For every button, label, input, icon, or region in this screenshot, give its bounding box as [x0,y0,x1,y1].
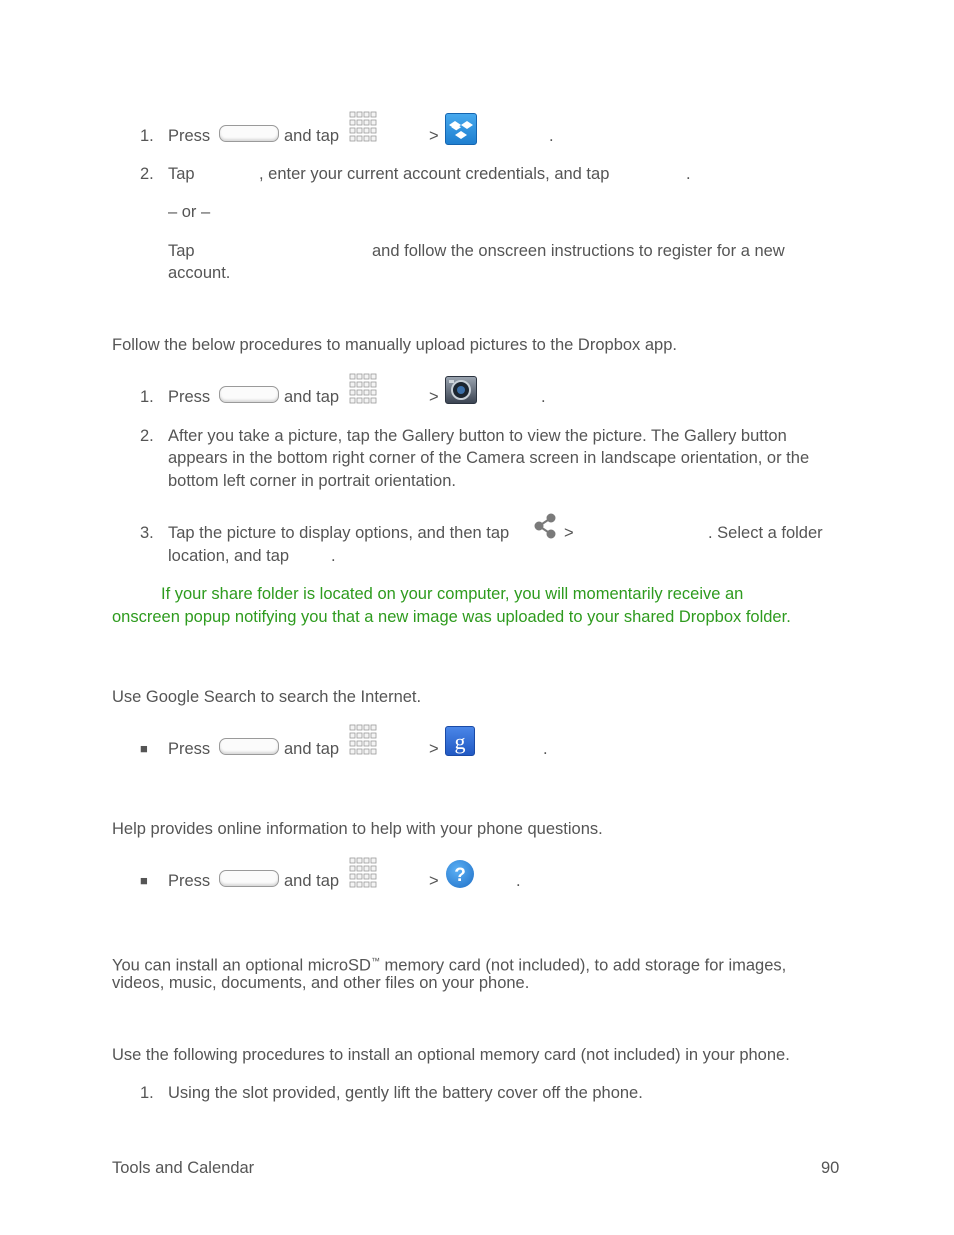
step-text: > [429,872,439,890]
step-text: bottom left corner in portrait orientation. [168,472,456,490]
step-text: Press [168,872,211,890]
step-number: 1. [140,388,154,406]
step-text: . [541,388,546,406]
svg-text:g: g [454,729,466,754]
step-text: . Select a folder [708,524,823,542]
step-text: After you take a picture, tap the Gallery button to view the picture. The Gallery button [168,427,787,445]
step-number: 2. [140,165,154,183]
section-intro: Help provides online information to help with your phone questions. [112,820,603,838]
step-text: Press [168,740,211,758]
apps-grid-icon [349,373,377,405]
step-text: and tap [284,740,340,758]
note-text: onscreen popup notifying you that a new image was uploaded to your shared Dropbox folder. [112,608,791,626]
step-text: > [429,127,439,145]
bullet: ■ [140,741,148,756]
step-text: Tap [168,165,195,183]
home-key-icon [219,125,279,142]
apps-grid-icon [349,111,377,143]
note-text: If your share folder is located on your computer, you will momentarily receive an [161,585,744,603]
step-text: and tap [284,127,340,145]
apps-grid-icon [349,724,377,756]
home-key-icon [219,738,279,755]
step-text: > [564,524,574,542]
google-icon [445,726,475,756]
step-text: location, and tap [168,547,290,565]
step-number: 1. [140,1084,154,1102]
page-number: 90 [821,1159,840,1177]
step-number: 2. [140,427,154,445]
step-text: account. [168,264,231,282]
trademark: ™ [370,956,380,966]
section-intro: Follow the below procedures to manually upload pictures to the Dropbox app. [112,336,677,354]
step-text: > [429,388,439,406]
bullet: ■ [140,873,148,888]
body-text: You can install an optional microSD [112,956,371,975]
step-text: . [516,872,521,890]
body-text: memory card (not included), to add storage for images, [379,956,787,975]
footer-section: Tools and Calendar [112,1159,255,1177]
step-text: Tap the picture to display options, and then tap [168,524,510,542]
step-text: Using the slot provided, gently lift the battery cover off the phone. [168,1084,643,1102]
dropbox-icon [445,113,477,145]
svg-text:?: ? [454,865,466,886]
step-number: 1. [140,127,154,145]
home-key-icon [219,386,279,403]
step-text: Press [168,127,211,145]
step-text: . [543,740,548,758]
step-number: 3. [140,524,154,542]
step-text: , enter your current account credentials, and tap [259,165,610,183]
section-intro: Use Google Search to search the Internet. [112,688,422,706]
step-text: and tap [284,388,340,406]
step-text: . [331,547,336,565]
step-text: . [549,127,554,145]
apps-grid-icon [349,857,377,889]
step-text: > [429,740,439,758]
step-text: Press [168,388,211,406]
camera-icon [445,376,477,404]
step-text: and tap [284,872,340,890]
body-text: videos, music, documents, and other files on your phone. [112,974,530,992]
help-icon [446,860,474,888]
step-text: . [686,165,691,183]
step-text: Tap [168,242,195,260]
step-text: appears in the bottom right corner of the Camera screen in landscape orientation, or the [168,449,810,467]
section-intro: Use the following procedures to install an optional memory card (not included) in your phone. [112,1046,790,1064]
home-key-icon [219,870,279,887]
or-separator: – or – [168,203,211,221]
share-icon [533,513,557,539]
step-text: and follow the onscreen instructions to register for a new [372,242,785,260]
